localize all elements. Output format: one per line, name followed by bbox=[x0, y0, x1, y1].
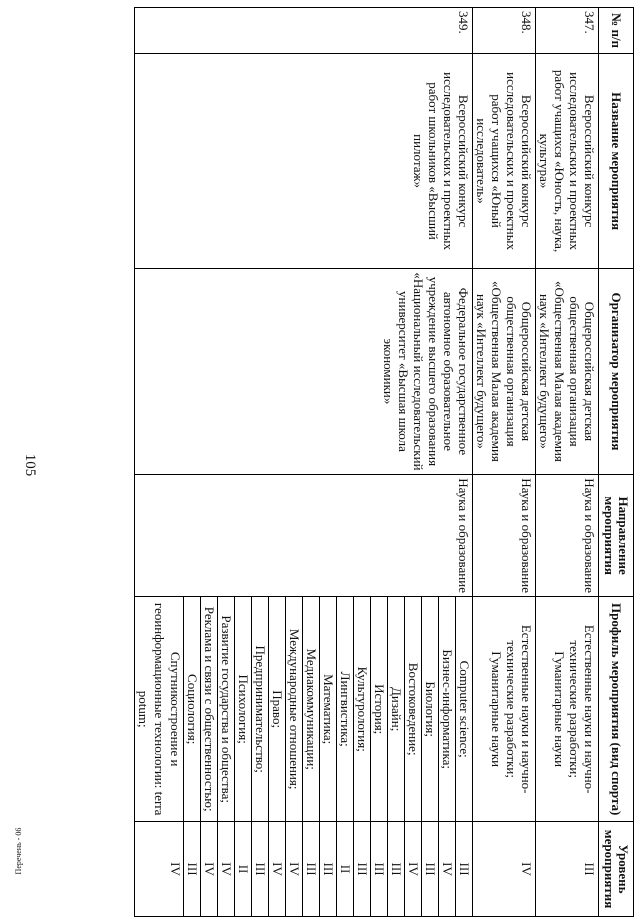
event-level: III bbox=[252, 822, 269, 917]
row-number: 347. bbox=[536, 8, 599, 54]
event-level: III bbox=[320, 822, 337, 917]
table-row bbox=[456, 8, 473, 917]
event-level: III bbox=[184, 822, 201, 917]
event-profile: Computer science; bbox=[456, 597, 473, 822]
event-level: III bbox=[422, 822, 439, 917]
event-level: III bbox=[456, 822, 473, 917]
event-level: IV bbox=[439, 822, 456, 917]
event-profile: Лингвистика; bbox=[337, 597, 354, 822]
event-profile: Бизнес-информатика; bbox=[439, 597, 456, 822]
header-direction: Направление мероприятия bbox=[599, 474, 634, 596]
table-row bbox=[473, 8, 536, 917]
event-profile: Право; bbox=[269, 597, 286, 822]
event-level: IV bbox=[201, 822, 218, 917]
header-name: Название мероприятия bbox=[599, 54, 634, 269]
event-direction: Наука и образование bbox=[536, 474, 599, 596]
event-profile: Естественные науки и научно-технические разработки; Гуманитарные науки bbox=[473, 597, 536, 822]
event-level: III bbox=[536, 822, 599, 917]
event-profile: Международные отношения; bbox=[286, 597, 303, 822]
event-level: II bbox=[337, 822, 354, 917]
event-direction: Наука и образование bbox=[473, 474, 536, 596]
events-table bbox=[134, 7, 634, 917]
header-organizer: Организатор мероприятия bbox=[599, 268, 634, 474]
event-profile: История; bbox=[371, 597, 388, 822]
event-profile: Предпринимательство; bbox=[252, 597, 269, 822]
event-profile: Математика; bbox=[320, 597, 337, 822]
footer-note: Перечень - 06 bbox=[14, 827, 23, 875]
event-level: III bbox=[303, 822, 320, 917]
event-level: II bbox=[235, 822, 252, 917]
event-profile: Биология; bbox=[422, 597, 439, 822]
header-level: Уровень мероприятия bbox=[599, 822, 634, 917]
event-level: III bbox=[371, 822, 388, 917]
header-num: № п/п bbox=[599, 8, 634, 54]
event-level: IV bbox=[269, 822, 286, 917]
header-row bbox=[599, 8, 634, 917]
event-profile: Естественные науки и научно-технические разработки; Гуманитарные науки bbox=[536, 597, 599, 822]
event-profile: Психология; bbox=[235, 597, 252, 822]
row-number: 348. bbox=[473, 8, 536, 54]
event-profile: Реклама и связи с общественностью; bbox=[201, 597, 218, 822]
event-profile: Дизайн; bbox=[388, 597, 405, 822]
header-profile: Профиль мероприятия (вид спорта) bbox=[599, 597, 634, 822]
rotated-table-container bbox=[54, 7, 634, 917]
row-number: 349. bbox=[135, 8, 473, 54]
event-profile: Социология; bbox=[184, 597, 201, 822]
event-level: IV bbox=[405, 822, 422, 917]
event-name: Всероссийский конкурс исследовательских и проектных работ школьников «Высший пилотаж» bbox=[135, 54, 473, 269]
event-direction: Наука и образование bbox=[135, 474, 473, 596]
event-name: Всероссийский конкурс исследовательских и проектных работ учащихся «Юность, наука, культура» bbox=[536, 54, 599, 269]
event-level: III bbox=[354, 822, 371, 917]
event-level: III bbox=[388, 822, 405, 917]
page-number: 105 bbox=[22, 453, 38, 477]
event-profile: Развитие государства и общества; bbox=[218, 597, 235, 822]
event-profile: Спутникостроение и геоинформационные технологии: terra potum; bbox=[135, 597, 184, 822]
event-level: IV bbox=[218, 822, 235, 917]
table-row bbox=[536, 8, 599, 917]
event-organizer: Федеральное государственное автономное образовательное учреждение высшего образования «Национальный исследовательский университет «Высшая школа экономики» bbox=[135, 268, 473, 474]
event-organizer: Общероссийская детская общественная организация «Общественная Малая академия наук «Интеллект будущего» bbox=[536, 268, 599, 474]
event-level: IV bbox=[473, 822, 536, 917]
event-profile: Востоковедение; bbox=[405, 597, 422, 822]
event-level: IV bbox=[286, 822, 303, 917]
event-profile: Медиакоммуникации; bbox=[303, 597, 320, 822]
event-profile: Культурология; bbox=[354, 597, 371, 822]
event-organizer: Общероссийская детская общественная организация «Общественная Малая академия наук «Интеллект будущего» bbox=[473, 268, 536, 474]
event-level: IV bbox=[135, 822, 184, 917]
event-name: Всероссийский конкурс исследовательских и проектных работ учащихся «Юный исследователь» bbox=[473, 54, 536, 269]
